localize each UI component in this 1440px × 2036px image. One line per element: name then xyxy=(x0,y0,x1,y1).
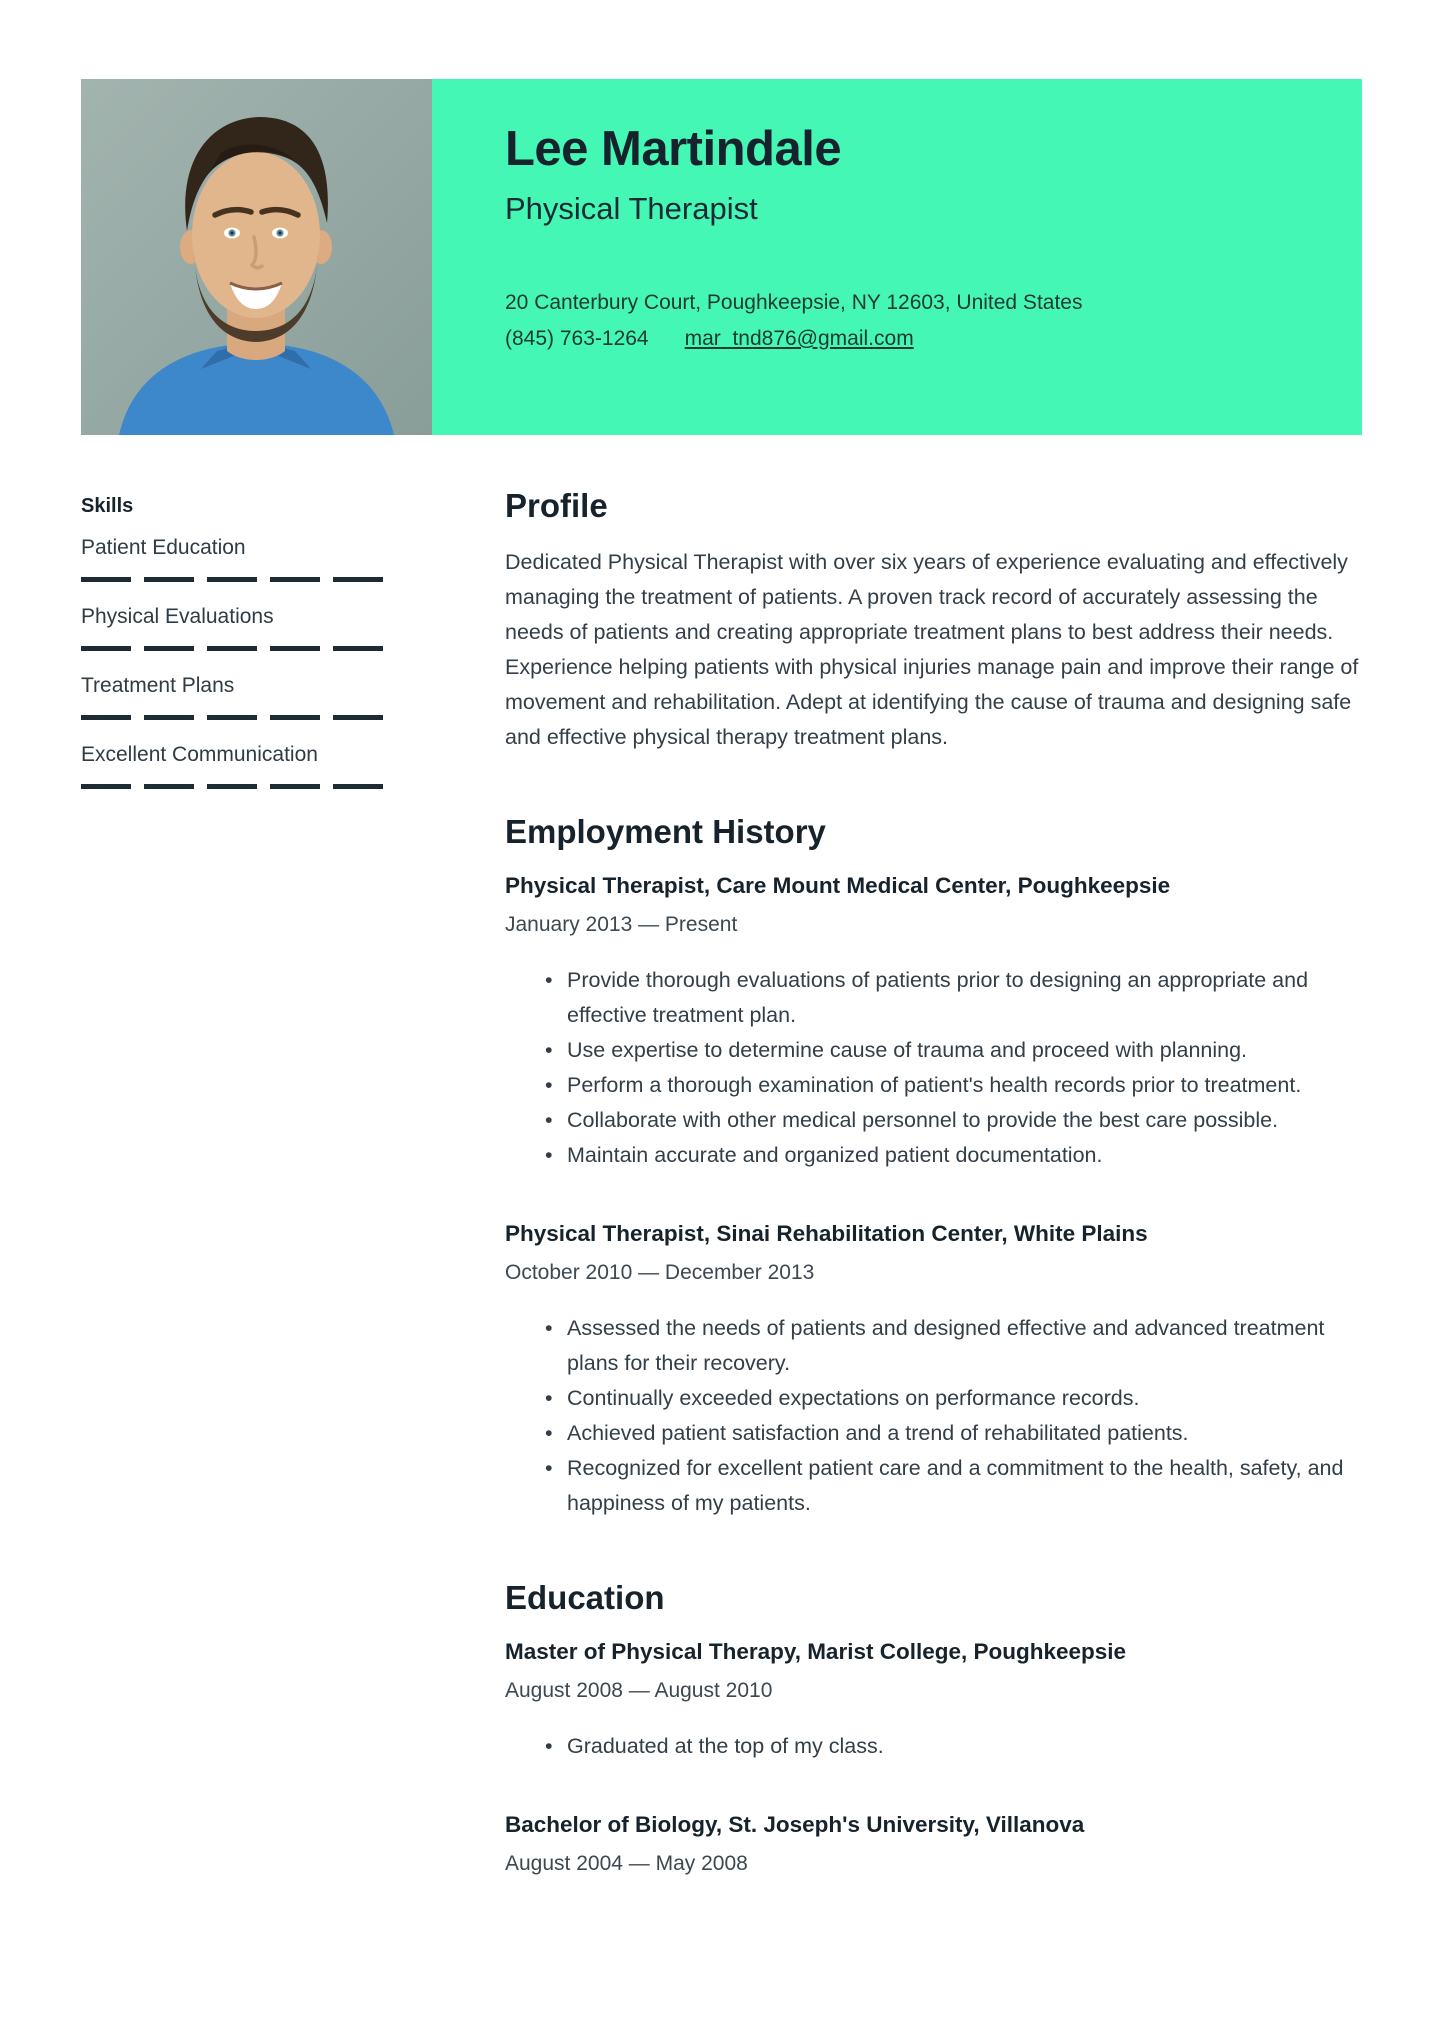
job-dates: January 2013 — Present xyxy=(505,913,738,936)
education-heading: Education xyxy=(505,1579,665,1616)
bullet-item: • Collaborate with other medical personnel to provide the best care possible. xyxy=(567,1103,1370,1138)
bullet-item: • Graduated at the top of my class. xyxy=(567,1729,1370,1764)
education-bullet-list xyxy=(505,1729,1370,1764)
education-entry xyxy=(505,1637,1370,1764)
bullet-item: • Perform a thorough examination of patient's health records prior to treatment. xyxy=(567,1068,1370,1103)
bullet-item: • Assessed the needs of patients and designed effective and advanced treatment plans for their recovery. xyxy=(567,1311,1370,1381)
profile-section xyxy=(505,487,1370,755)
bullet-item: • Maintain accurate and organized patient documentation. xyxy=(567,1138,1370,1173)
profile-text: Dedicated Physical Therapist with over six years of experience evaluating and effectively managing the treatment of patients. A proven track record of accurately assessing the needs of patients and creating appropriate treatment plans to best address their needs. Experience helping patients with physical injuries manage pain and improve their range of movement and rehabilitation. Adept at identifying the cause of trauma and designing safe and effective physical therapy treatment plans. xyxy=(505,550,1359,749)
profile-photo xyxy=(81,79,432,435)
skill-label: Patient Education xyxy=(81,536,246,559)
candidate-title: Physical Therapist xyxy=(505,190,758,226)
address-text: 20 Canterbury Court, Poughkeepsie, NY 12603, United States xyxy=(505,290,1083,314)
education-dates: August 2008 — August 2010 xyxy=(505,1679,773,1702)
skill-label: Excellent Communication xyxy=(81,743,318,766)
resume-header xyxy=(81,79,1362,435)
body-columns xyxy=(81,435,1370,1876)
skill-level-bar xyxy=(81,577,383,582)
skill-item xyxy=(81,743,391,789)
job-entry xyxy=(505,1219,1370,1521)
skill-label: Physical Evaluations xyxy=(81,605,274,628)
main-column xyxy=(505,487,1370,1876)
skill-level-bar xyxy=(81,715,383,720)
employment-section xyxy=(505,813,1370,1521)
education-dates: August 2004 — May 2008 xyxy=(505,1852,748,1875)
education-entry xyxy=(505,1810,1370,1876)
skills-sidebar xyxy=(81,487,391,1876)
candidate-name: Lee Martindale xyxy=(505,122,842,176)
bullet-item: • Provide thorough evaluations of patients prior to designing an appropriate and effective treatment plan. xyxy=(567,963,1370,1033)
education-title: Bachelor of Biology, St. Joseph's University, Villanova xyxy=(505,1812,1085,1837)
contact-block xyxy=(505,285,1322,357)
header-panel xyxy=(432,79,1362,435)
job-bullet-list xyxy=(505,963,1370,1173)
education-title: Master of Physical Therapy, Marist College, Poughkeepsie xyxy=(505,1639,1127,1664)
contact-row xyxy=(505,321,1322,357)
job-bullet-list xyxy=(505,1311,1370,1521)
skill-level-bar xyxy=(81,646,383,651)
phone-text: (845) 763-1264 xyxy=(505,326,649,350)
portrait-illustration xyxy=(81,79,432,435)
employment-heading: Employment History xyxy=(505,813,826,850)
email-link[interactable]: mar_tnd876@gmail.com xyxy=(684,326,914,350)
skill-item xyxy=(81,674,391,720)
profile-heading: Profile xyxy=(505,487,608,524)
bullet-item: • Continually exceeded expectations on performance records. xyxy=(567,1381,1370,1416)
job-title: Physical Therapist, Care Mount Medical Center, Poughkeepsie xyxy=(505,873,1171,898)
job-dates: October 2010 — December 2013 xyxy=(505,1261,815,1284)
skill-level-bar xyxy=(81,784,383,789)
job-entry xyxy=(505,871,1370,1173)
skill-label: Treatment Plans xyxy=(81,674,235,697)
job-title: Physical Therapist, Sinai Rehabilitation Center, White Plains xyxy=(505,1221,1148,1246)
skill-item xyxy=(81,536,391,582)
skills-heading: Skills xyxy=(81,495,134,517)
bullet-item: • Use expertise to determine cause of trauma and proceed with planning. xyxy=(567,1033,1370,1068)
bullet-item: • Achieved patient satisfaction and a trend of rehabilitated patients. xyxy=(567,1416,1370,1451)
bullet-item: • Recognized for excellent patient care and a commitment to the health, safety, and happiness of my patients. xyxy=(567,1451,1370,1521)
skill-item xyxy=(81,605,391,651)
education-section xyxy=(505,1579,1370,1876)
